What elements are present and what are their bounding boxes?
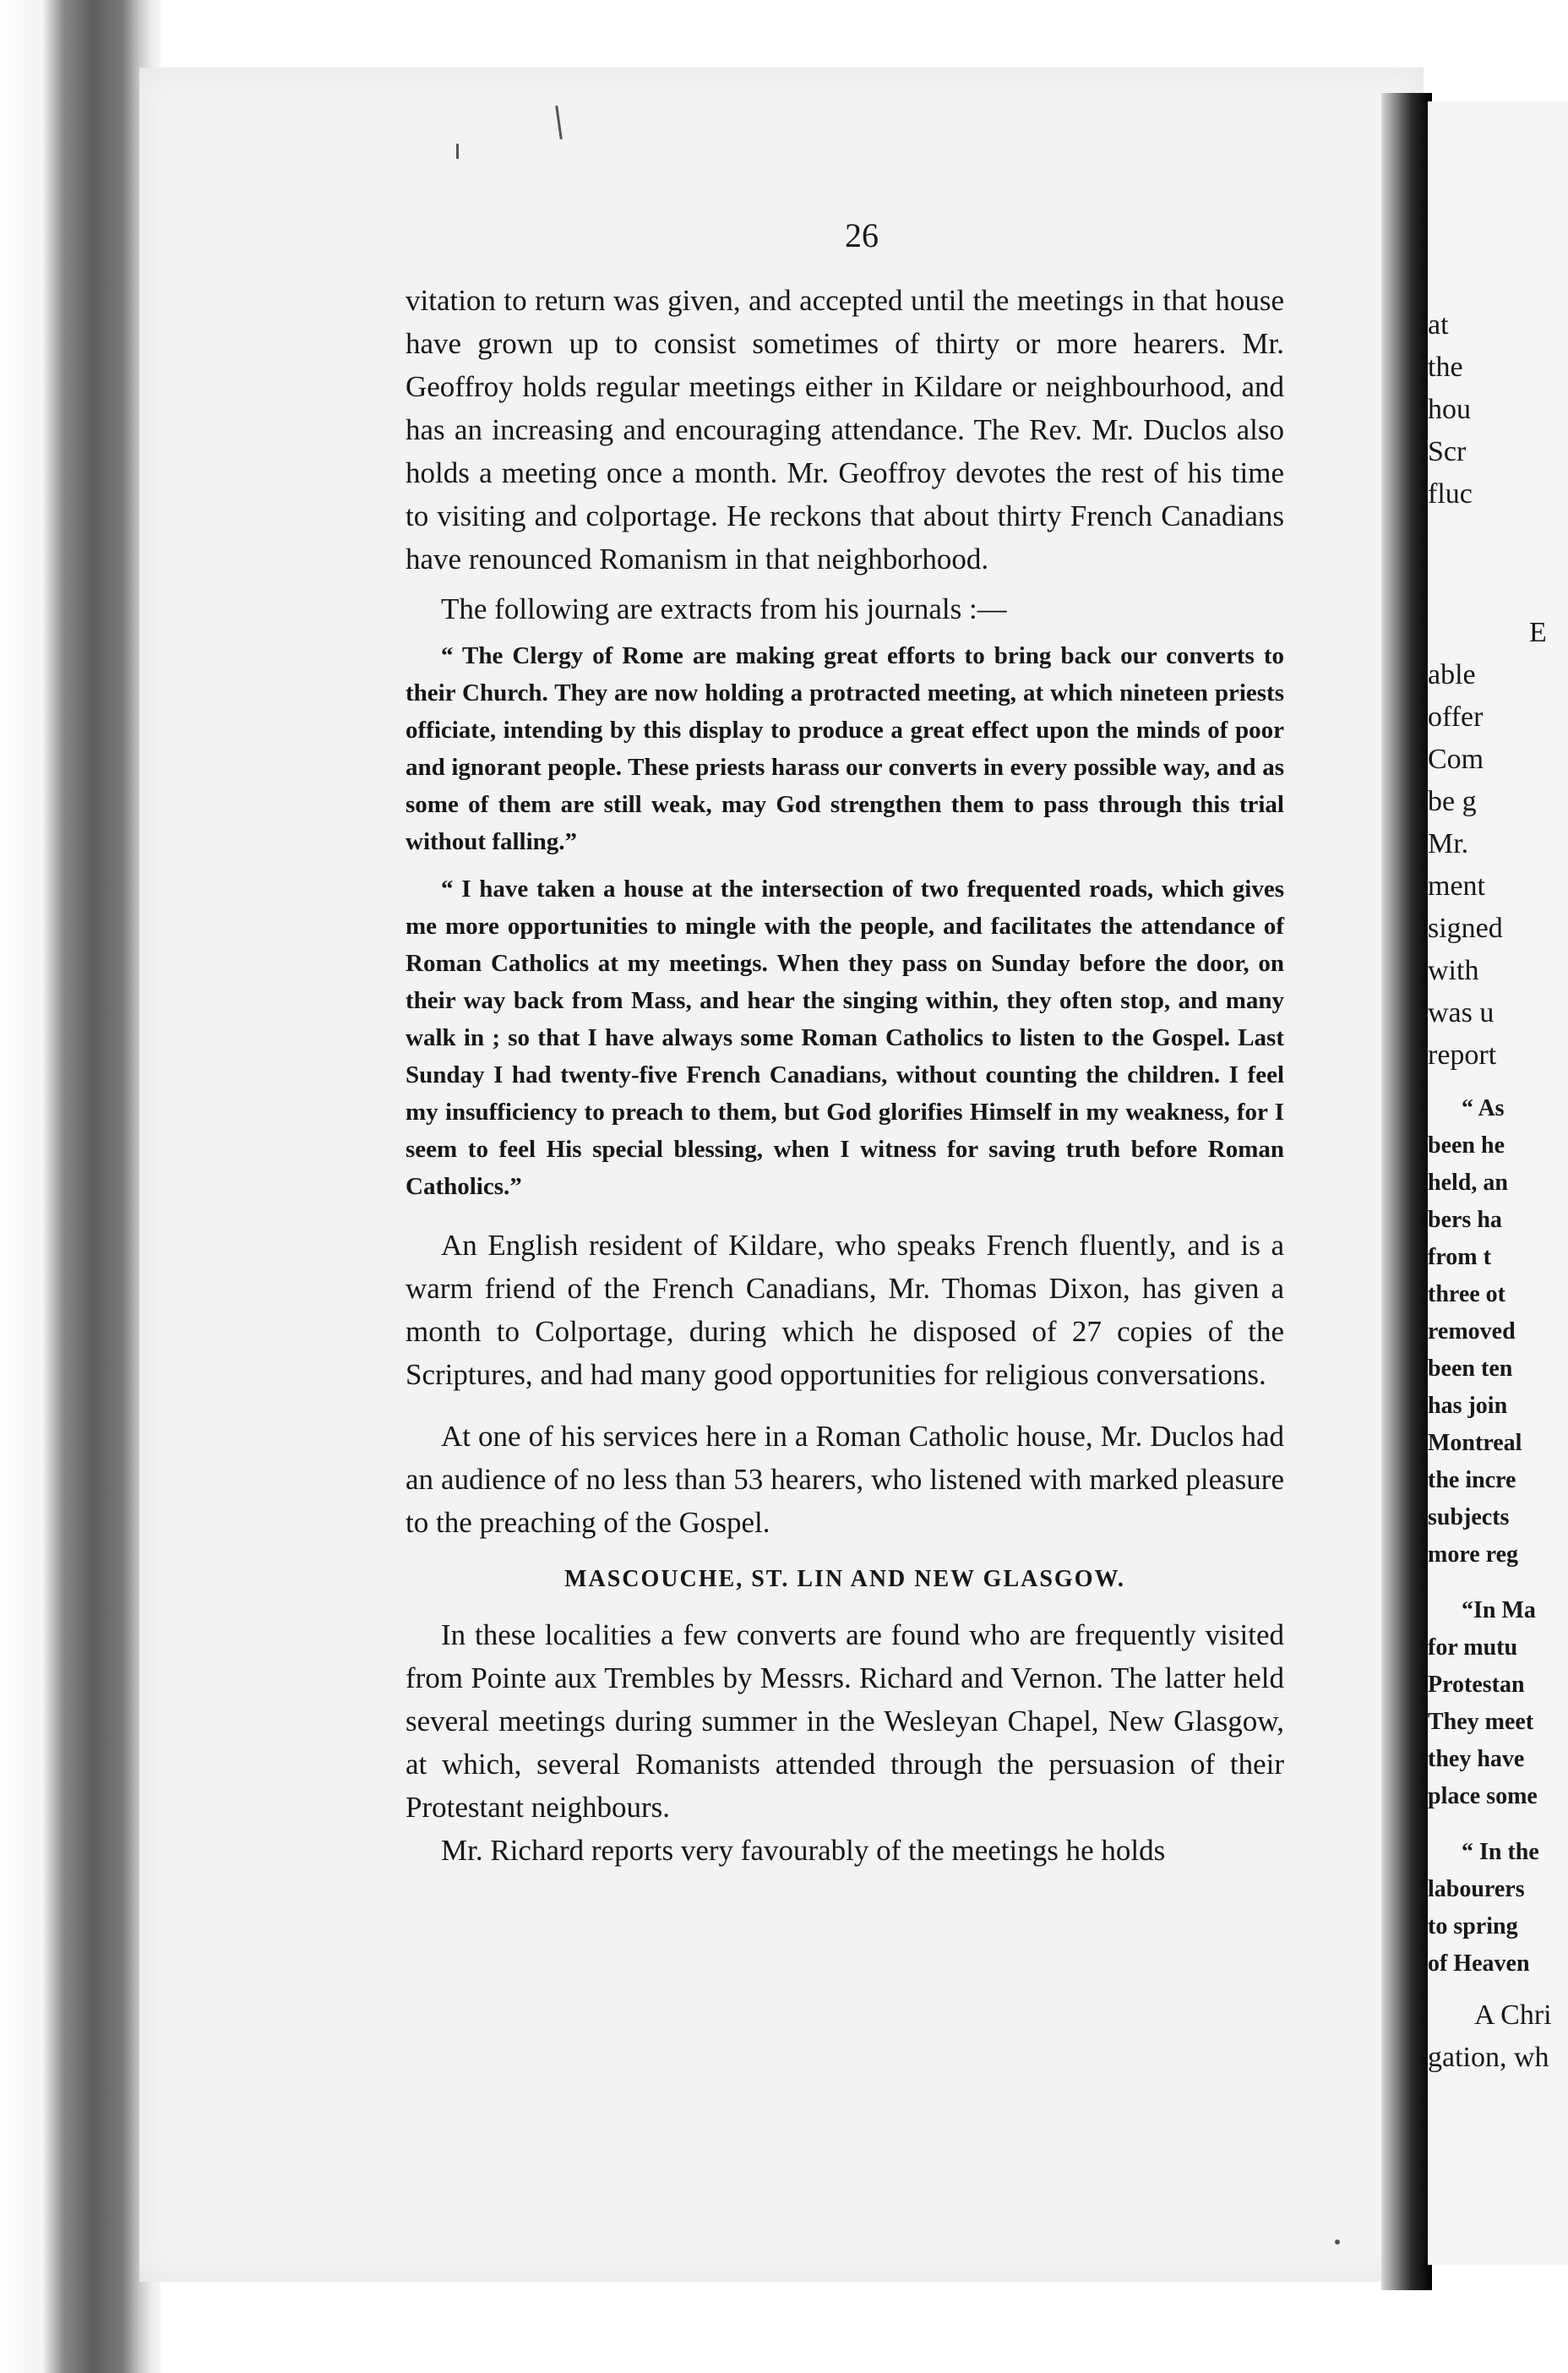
facing-fragment: three ot (1428, 1281, 1505, 1307)
facing-fragment: more reg (1428, 1541, 1519, 1568)
facing-fragment: They meet (1428, 1709, 1534, 1735)
body-paragraph: Mr. Richard reports very favourably of the meetings he holds (441, 1834, 1166, 1867)
body-paragraph: An English resident of Kildare, who speaks French fluently, and is a warm friend of the French Canadians, Mr. Thomas Dixon, has given a month to Colportage, during which he disposed of 27 copies of the Scriptures, and had many good opportunities for religious conversations. (406, 1229, 1284, 1391)
book-gutter (1381, 93, 1432, 2290)
facing-fragment: subjects (1428, 1504, 1510, 1530)
facing-fragment: of Heaven (1428, 1950, 1530, 1977)
facing-fragment: held, an (1428, 1170, 1508, 1196)
facing-fragment: fluc (1428, 478, 1473, 510)
section-heading: MASCOUCHE, ST. LIN AND NEW GLASGOW. (564, 1566, 1125, 1592)
facing-fragment: at (1428, 309, 1449, 341)
facing-fragment: Montreal (1428, 1430, 1522, 1456)
facing-fragment: bers ha (1428, 1207, 1502, 1233)
body-paragraph: At one of his services here in a Roman Catholic house, Mr. Duclos had an audience of no less than 53 hearers, who listened with marked pleasure to the preaching of the Gospel. (406, 1420, 1284, 1539)
facing-fragment: removed (1428, 1318, 1516, 1345)
facing-fragment: E (1529, 617, 1547, 648)
facing-fragment: Com (1428, 744, 1484, 775)
scan-mark (1335, 2239, 1340, 2245)
facing-fragment: “ In the (1462, 1839, 1539, 1865)
facing-fragment: offer (1428, 701, 1484, 733)
page-body (406, 279, 1284, 1872)
body-paragraph: vitation to return was given, and accepted until the meetings in that house have grown up to consist sometimes of thirty or more hearers. Mr. Geoffroy holds regular meetings either in Kildare or neighbourhood, and has an increasing and encouraging attendance. The Rev. Mr. Duclos also holds a meeting once a month. Mr. Geoffroy devotes the rest of his time to visiting and colportage. He reckons that about thirty French Canadians have renounced Romanism in that neighborhood. (406, 284, 1284, 576)
facing-fragment: gation, wh (1428, 2042, 1549, 2073)
facing-fragment: report (1428, 1039, 1497, 1071)
facing-fragment: was u (1428, 997, 1494, 1028)
book-binding (0, 0, 161, 2373)
facing-page (1428, 101, 1568, 2265)
facing-fragment: Scr (1428, 436, 1467, 467)
facing-fragment: labourers (1428, 1876, 1525, 1902)
facing-fragment: Protestan (1428, 1672, 1525, 1698)
facing-fragment: they have (1428, 1746, 1525, 1772)
facing-fragment: “In Ma (1462, 1597, 1536, 1623)
facing-fragment: A Chri (1474, 1999, 1552, 2031)
facing-fragment: been ten (1428, 1356, 1513, 1382)
facing-fragment: been he (1428, 1132, 1505, 1159)
facing-fragment: has join (1428, 1393, 1508, 1419)
facing-fragment: ment (1428, 870, 1485, 902)
facing-fragment: with (1428, 955, 1479, 986)
page-number: 26 (845, 216, 879, 254)
facing-fragment: Mr. (1428, 828, 1469, 859)
facing-fragment: “ As (1462, 1095, 1505, 1121)
facing-fragment: for mutu (1428, 1634, 1518, 1661)
facing-fragment: to spring (1428, 1913, 1518, 1939)
body-paragraph: The following are extracts from his journals :— (441, 592, 1007, 625)
facing-fragment: hou (1428, 394, 1471, 425)
journal-quote: “ I have taken a house at the intersection of two frequented roads, which gives me more opportunities to mingle with the people, and facilitates the attendance of Roman Catholics at my meetings. When they pass on Sunday before the door, on their way back from Mass, and hear the singing within, they often stop, and many walk in ; so that I have always some Roman Catholics to listen to the Gospel. Last Sunday I had twenty-five French Canadians, without counting the children. I feel my insufficiency to preach to them, but God glorifies Himself in my weakness, for I seem to feel His special blessing, when I witness for saving truth before Roman Catholics.” (406, 876, 1284, 1200)
facing-fragment: the incre (1428, 1467, 1516, 1493)
scan-mark (456, 144, 459, 159)
facing-fragment: place some (1428, 1783, 1538, 1809)
facing-fragment: able (1428, 659, 1476, 690)
facing-fragment: from t (1428, 1244, 1491, 1270)
facing-fragment: be g (1428, 786, 1477, 817)
journal-quote: “ The Clergy of Rome are making great efforts to bring back our converts to their Church. They are now holding a protracted meeting, at which nineteen priests officiate, intending by this display to produce a great effect upon the minds of poor and ignorant people. These priests harass our converts in every possible way, and as some of them are still weak, may God strengthen them to pass through this trial without falling.” (406, 642, 1284, 855)
body-paragraph: In these localities a few converts are found who are frequently visited from Pointe aux Trembles by Messrs. Richard and Vernon. The latter held several meetings during summer in the Wesleyan Chapel, New Glasgow, at which, several Romanists attended through the persuasion of their Protestant neighbours. (406, 1618, 1284, 1824)
facing-fragment: signed (1428, 913, 1503, 944)
facing-fragment: the (1428, 352, 1463, 383)
